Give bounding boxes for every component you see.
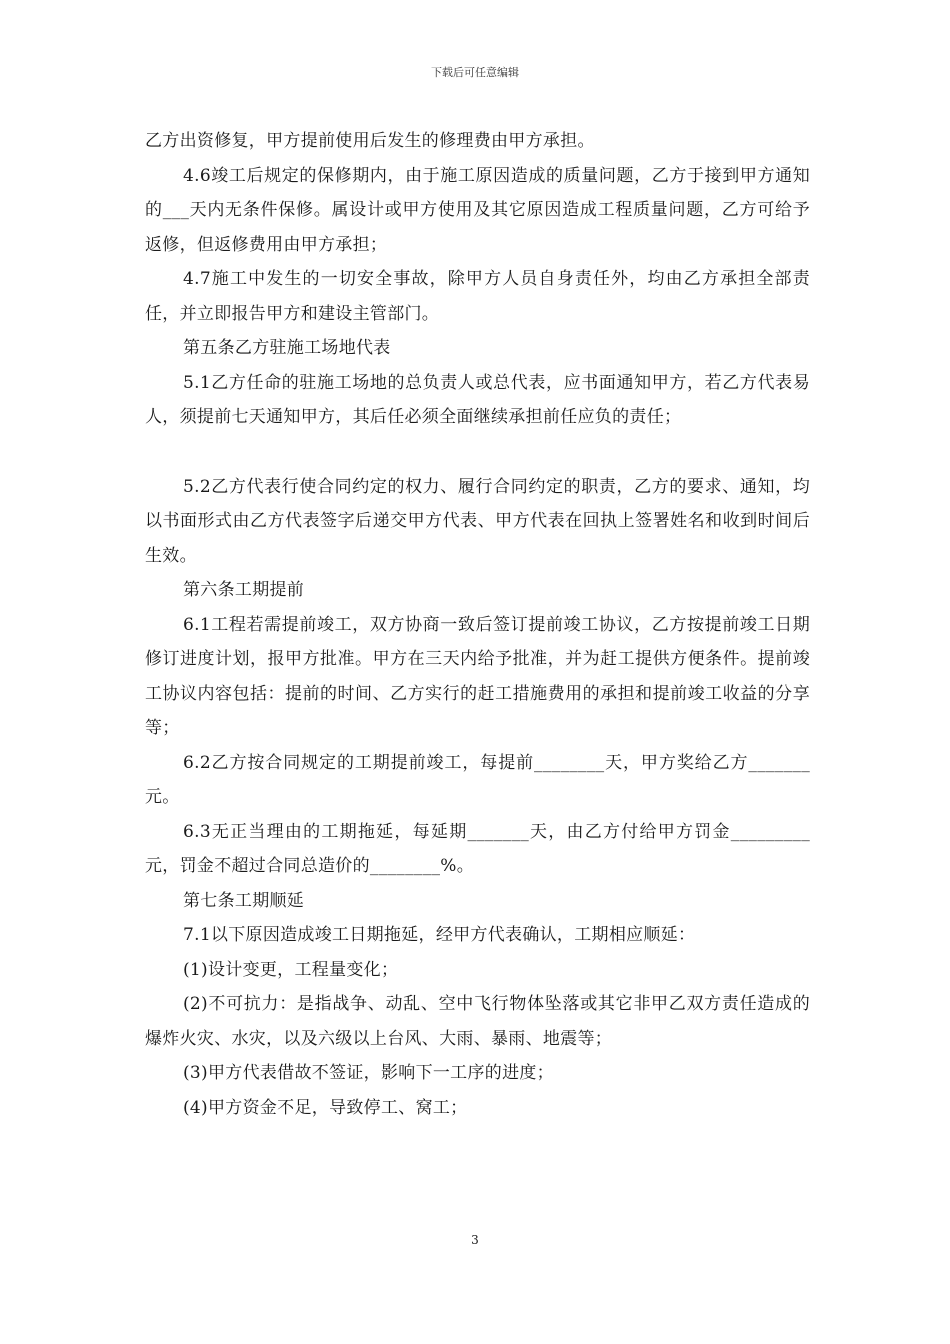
article-6-heading: 第六条工期提前 [183,580,305,600]
list-item-4: (4)甲方资金不足，导致停工、窝工； [183,1097,468,1118]
list-item-3: (3)甲方代表借故不签证，影响下一工序的进度； [183,1063,554,1083]
list-item-1: (1)设计变更，工程量变化； [183,959,399,980]
clause-5-2: 5.2乙方代表行使合同约定的权力、履行合同约定的职责，乙方的要求、通知，均以书面形式由乙方代表签字后递交甲方代表、甲方代表在回执上签署姓名和收到时间后生效。 [145,476,810,566]
paragraph-repair-cost: 乙方出资修复，甲方提前使用后发生的修理费由甲方承担。 [145,131,595,151]
clause-4-6: 4.6竣工后规定的保修期内，由于施工原因造成的质量问题，乙方于接到甲方通知的___天内无条件保修。属设计或甲方使用及其它原因造成工程质量问题，乙方可给予返修，但返修费用由甲方承担； [145,165,810,255]
page-header: 下载后可任意编辑 [431,66,519,79]
clause-6-3: 6.3无正当理由的工期拖延，每延期_______天，由乙方付给甲方罚金_________元，罚金不超过合同总造价的________%。 [145,821,810,876]
clause-5-1: 5.1乙方任命的驻施工场地的总负责人或总代表，应书面通知甲方，若乙方代表易人，须提前七天通知甲方，其后任必须全面继续承担前任应负的责任； [145,372,810,427]
clause-6-1: 6.1工程若需提前竣工，双方协商一致后签订提前竣工协议，乙方按提前竣工日期修订进度计划，报甲方批准。甲方在三天内给予批准，并为赶工提供方便条件。提前竣工协议内容包括：提前的时间、乙方实行的赶工措施费用的承担和提前竣工收益的分享等； [145,614,810,738]
list-item-2: (2)不可抗力：是指战争、动乱、空中飞行物体坠落或其它非甲乙双方责任造成的爆炸火灾、水灾，以及六级以上台风、大雨、暴雨、地震等； [145,994,810,1049]
blank-line [145,435,810,470]
page-number: 3 [471,1233,479,1247]
clause-7-1: 7.1以下原因造成竣工日期拖延，经甲方代表确认，工期相应顺延： [183,925,696,945]
clause-4-7: 4.7施工中发生的一切安全事故，除甲方人员自身责任外，均由乙方承担全部责任，并立即报告甲方和建设主管部门。 [145,269,810,324]
article-7-heading: 第七条工期顺延 [183,890,305,911]
article-5-heading: 第五条乙方驻施工场地代表 [183,338,391,358]
document-body [145,124,810,1125]
clause-6-2: 6.2乙方按合同规定的工期提前竣工，每提前________天，甲方奖给乙方_______元。 [145,752,810,807]
